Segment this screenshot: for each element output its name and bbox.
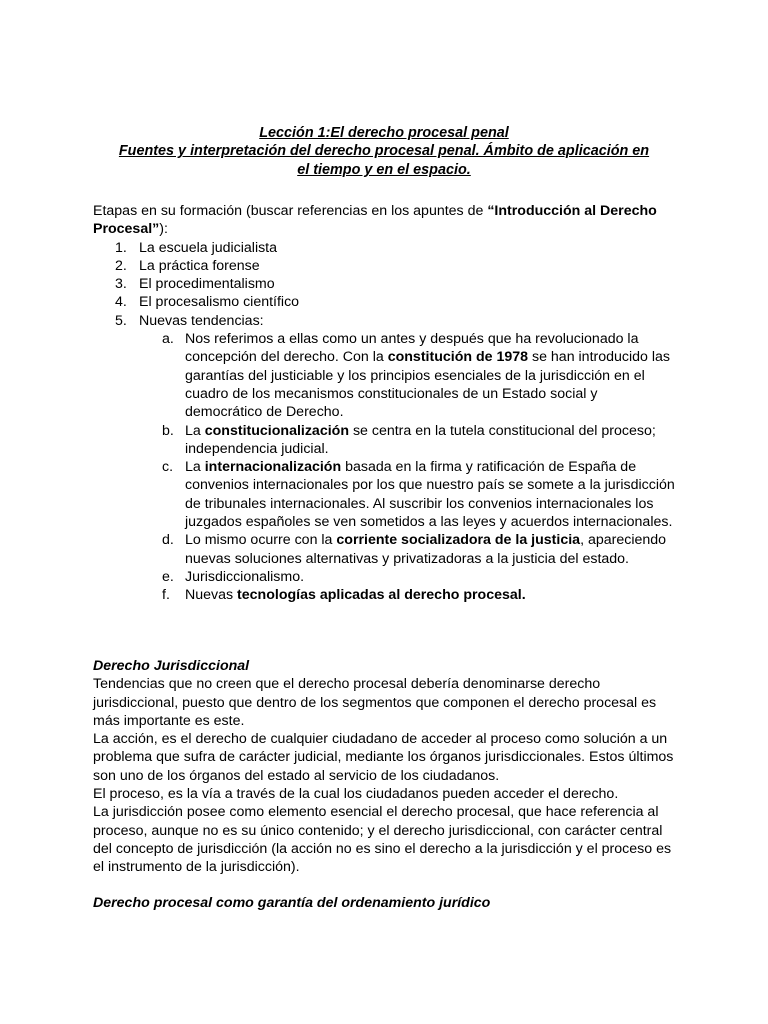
list-item-text: Nuevas tendencias: bbox=[139, 312, 264, 329]
list-item-text: El procedimentalismo bbox=[139, 276, 275, 293]
trend-text: se centra en la tutela constitucional del proceso; independencia judicial. bbox=[185, 422, 656, 457]
list-item bbox=[93, 458, 675, 531]
list-marker: 5. bbox=[115, 312, 127, 329]
list-item bbox=[93, 257, 675, 275]
trend-bold: corriente socializadora de la justicia bbox=[336, 532, 581, 549]
paragraph: El proceso, es la vía a través de la cual los ciudadanos pueden acceder el derecho. bbox=[93, 786, 619, 803]
list-item bbox=[93, 312, 675, 605]
section-heading: Derecho procesal como garantía del ordenamiento jurídico bbox=[93, 895, 491, 911]
list-marker: 4. bbox=[115, 294, 127, 311]
list-marker: 3. bbox=[115, 276, 127, 293]
list-item bbox=[93, 330, 675, 421]
stages-section bbox=[93, 202, 675, 605]
intro-bold-1: “Introducción al Derecho bbox=[487, 203, 657, 219]
intro-text-end: ): bbox=[159, 221, 168, 238]
list-item-text: La escuela judicialista bbox=[139, 239, 278, 256]
paragraph: Tendencias que no creen que el derecho procesal debería denominarse derecho jurisdiccional, puesto que dentro de los segmentos que componen el derecho procesal es más importante es este. bbox=[93, 676, 657, 729]
trend-text: Nos referimos a ellas como un antes y después que ha revolucionado la concepción del derecho. Con la bbox=[185, 331, 639, 366]
list-item bbox=[93, 531, 675, 568]
list-item bbox=[93, 293, 675, 311]
list-marker: e. bbox=[162, 568, 174, 585]
paragraph: La acción, es el derecho de cualquier ciudadano de acceder al proceso como solución a un problema que sufra de carácter judicial, mediante los órganos jurisdiccionales. Estos últimos son uno de los órganos del estado al servicio de los ciudadanos. bbox=[93, 731, 674, 784]
trend-text: Nuevas bbox=[185, 587, 238, 604]
guarantee-section bbox=[93, 894, 675, 912]
trends-list bbox=[139, 330, 675, 604]
list-item-text: El procesalismo científico bbox=[139, 294, 300, 311]
list-item bbox=[93, 422, 675, 459]
document-title bbox=[93, 124, 675, 179]
trend-text: se han introducido las garantías del justiciable y los principios esenciales de la jurisdicción en el cuadro de los mecanismos constitucionales de un Estado social y democrático de Derecho. bbox=[185, 349, 671, 421]
title-line-1: Lección 1:El derecho procesal penal bbox=[259, 125, 509, 141]
intro-text: Etapas en su formación (buscar referencias en los apuntes de bbox=[93, 203, 488, 219]
list-item bbox=[93, 586, 675, 604]
trend-text: Lo mismo ocurre con la bbox=[185, 532, 337, 549]
trend-bold: constitucionalización bbox=[204, 422, 349, 439]
trend-text: basada en la firma y ratificación de España de convenios internacionales por los que nuestro país se somete a la jurisdicción de tribunales internacionales. Al suscribir los convenios internacionales los juzgados españoles se ven sometidos a las leyes y acuerdos internacionales. bbox=[185, 459, 675, 531]
list-marker: 2. bbox=[115, 257, 127, 274]
list-marker: b. bbox=[162, 422, 174, 439]
trend-bold: internacionalización bbox=[204, 459, 342, 476]
stages-list bbox=[93, 239, 675, 605]
list-marker: d. bbox=[162, 532, 174, 549]
list-marker: a. bbox=[162, 331, 174, 348]
trend-text: Jurisdiccionalismo. bbox=[185, 568, 305, 585]
intro-paragraph bbox=[93, 202, 675, 239]
list-item bbox=[93, 568, 675, 586]
intro-bold-2: Procesal” bbox=[93, 221, 160, 238]
trend-bold: tecnologías aplicadas al derecho procesal. bbox=[237, 587, 526, 604]
list-item-text: La práctica forense bbox=[139, 257, 260, 274]
list-item bbox=[93, 275, 675, 293]
trend-text: La bbox=[185, 422, 205, 439]
list-marker: c. bbox=[162, 459, 174, 476]
trend-text: , apareciendo nuevas soluciones alternativas y privatizadoras a la justicia del estado. bbox=[185, 532, 667, 567]
list-marker: 1. bbox=[115, 239, 127, 256]
list-item bbox=[93, 239, 675, 257]
list-marker: f. bbox=[162, 587, 170, 604]
paragraph: La jurisdicción posee como elemento esencial el derecho procesal, que hace referencia al proceso, aunque no es su único contenido; y el derecho jurisdiccional, con carácter central del concepto de jurisdicción (la acción no es sino el derecho a la jurisdicción y el proceso es el instrumento de la jurisdicción). bbox=[93, 804, 672, 876]
section-heading: Derecho Jurisdiccional bbox=[93, 658, 250, 674]
title-line-3: el tiempo y en el espacio. bbox=[297, 161, 471, 178]
trend-bold: constitución de 1978 bbox=[387, 349, 529, 366]
title-line-2: Fuentes y interpretación del derecho procesal penal. Ámbito de aplicación en bbox=[118, 143, 650, 160]
trend-text: La bbox=[185, 459, 205, 476]
jurisdictional-section bbox=[93, 657, 675, 877]
